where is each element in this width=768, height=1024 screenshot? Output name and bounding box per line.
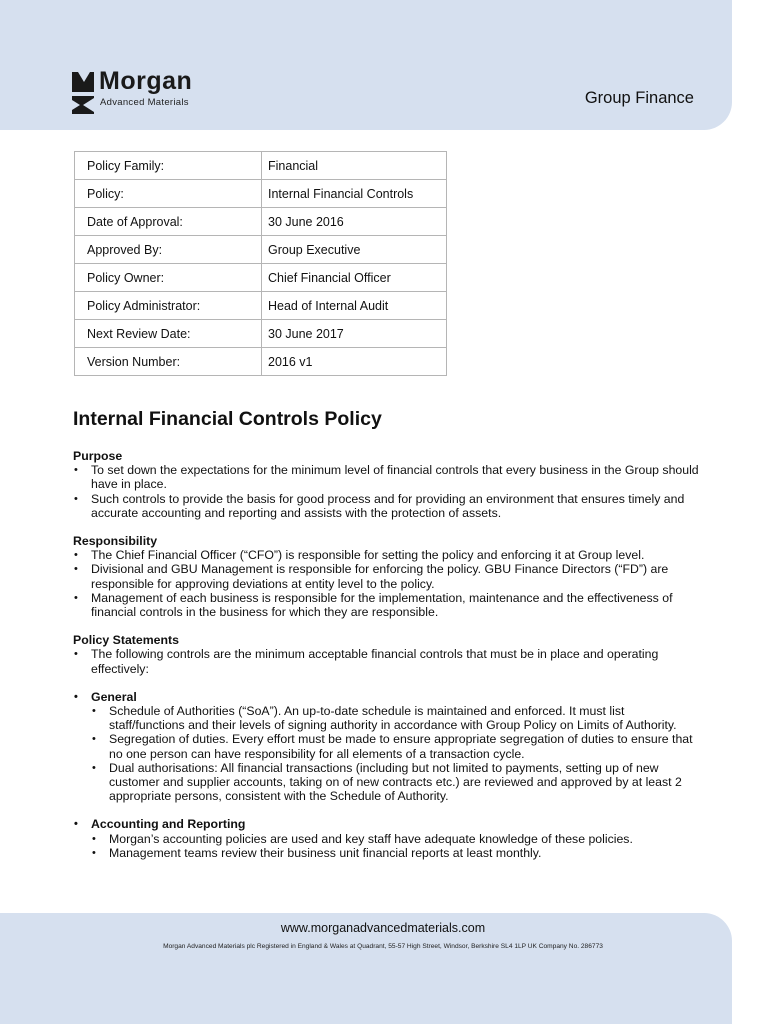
table-cell-value: Head of Internal Audit bbox=[262, 292, 447, 320]
company-logo bbox=[72, 67, 232, 114]
table-row bbox=[75, 236, 447, 264]
table-cell-label: Next Review Date: bbox=[75, 320, 262, 348]
section-heading-policy-statements: Policy Statements bbox=[73, 633, 179, 648]
table-cell-value: Internal Financial Controls bbox=[262, 180, 447, 208]
policy-body bbox=[73, 449, 703, 860]
table-row bbox=[75, 264, 447, 292]
policy-info-table bbox=[74, 151, 447, 376]
table-row bbox=[75, 180, 447, 208]
footer-registration-text: Morgan Advanced Materials plc Registered in England & Wales at Quadrant, 55-57 High Street, Windsor, Berkshire SL4 1LP UK Company No. 286773 bbox=[163, 943, 603, 950]
header-band bbox=[0, 0, 732, 130]
table-row bbox=[75, 292, 447, 320]
table-cell-value: 2016 v1 bbox=[262, 348, 447, 376]
table-row bbox=[75, 320, 447, 348]
table-cell-value: 30 June 2016 bbox=[262, 208, 447, 236]
table-row bbox=[75, 152, 447, 180]
general-section bbox=[73, 690, 703, 704]
table-cell-label: Policy Owner: bbox=[75, 264, 262, 292]
list-item: • Management of each business is responsible for the implementation, maintenance and the effectiveness of financial controls in the business for which they are responsible. bbox=[73, 591, 703, 619]
table-cell-label: Date of Approval: bbox=[75, 208, 262, 236]
document-title: Internal Financial Controls Policy bbox=[73, 408, 382, 430]
list-item: • Divisional and GBU Management is responsible for enforcing the policy. GBU Finance Directors (“FD”) are responsible for approving deviations at entity level to the policy. bbox=[73, 562, 703, 590]
section-heading-purpose: Purpose bbox=[73, 449, 123, 463]
subsection-heading-accounting: • Accounting and Reporting bbox=[73, 817, 703, 831]
general-list bbox=[91, 704, 703, 803]
logo-name: Morgan bbox=[99, 67, 193, 95]
list-item: • Management teams review their business unit financial reports at least monthly. bbox=[91, 846, 703, 860]
table-cell-label: Policy Administrator: bbox=[75, 292, 262, 320]
page-edge bbox=[732, 0, 768, 1024]
responsibility-list bbox=[73, 548, 703, 619]
department-label: Group Finance bbox=[584, 89, 694, 107]
section-heading-responsibility: Responsibility bbox=[73, 534, 158, 549]
policy-statements-list bbox=[73, 647, 703, 675]
table-cell-label: Approved By: bbox=[75, 236, 262, 264]
purpose-list bbox=[73, 463, 703, 520]
accounting-list bbox=[91, 832, 703, 860]
list-item: • To set down the expectations for the minimum level of financial controls that every business in the Group should have in place. bbox=[73, 463, 703, 491]
list-item: • Segregation of duties. Every effort must be made to ensure appropriate segregation of duties to ensure that no one person can have responsibility for all elements of a transaction cycle. bbox=[91, 732, 703, 760]
table-cell-value: Group Executive bbox=[262, 236, 447, 264]
table-row bbox=[75, 348, 447, 376]
subsection-heading-general: • General bbox=[73, 690, 703, 704]
list-item: • Such controls to provide the basis for good process and for providing an environment that ensures timely and accurate accounting and reporting and assists with the protection of assets. bbox=[73, 492, 703, 520]
list-item: • Schedule of Authorities (“SoA”). An up-to-date schedule is maintained and enforced. It must list staff/functions and their levels of signing authority in accordance with Group Policy on Limits of Authority. bbox=[91, 704, 703, 732]
table-cell-value: 30 June 2017 bbox=[262, 320, 447, 348]
table-cell-label: Policy Family: bbox=[75, 152, 262, 180]
list-item: • Morgan’s accounting policies are used and key staff have adequate knowledge of these policies. bbox=[91, 832, 703, 846]
list-item: • The Chief Financial Officer (“CFO”) is responsible for setting the policy and enforcing it at Group level. bbox=[73, 548, 703, 562]
table-cell-value: Financial bbox=[262, 152, 447, 180]
list-item: • Dual authorisations: All financial transactions (including but not limited to payments, setting up of new customer and supplier accounts, taking on of new contracts etc.) are reviewed and approved by at least 2 appropriate persons, consistent with the Schedule of Authority. bbox=[91, 761, 703, 804]
table-row bbox=[75, 208, 447, 236]
list-item: • The following controls are the minimum acceptable financial controls that must be in place and operating effectively: bbox=[73, 647, 703, 675]
table-cell-value: Chief Financial Officer bbox=[262, 264, 447, 292]
morgan-logo-mark-icon bbox=[72, 72, 96, 114]
table-cell-label: Policy: bbox=[75, 180, 262, 208]
logo-subtitle: Advanced Materials bbox=[100, 97, 189, 108]
footer-website-link[interactable]: www.morganadvancedmaterials.com bbox=[280, 921, 486, 935]
table-cell-label: Version Number: bbox=[75, 348, 262, 376]
accounting-section bbox=[73, 817, 703, 831]
